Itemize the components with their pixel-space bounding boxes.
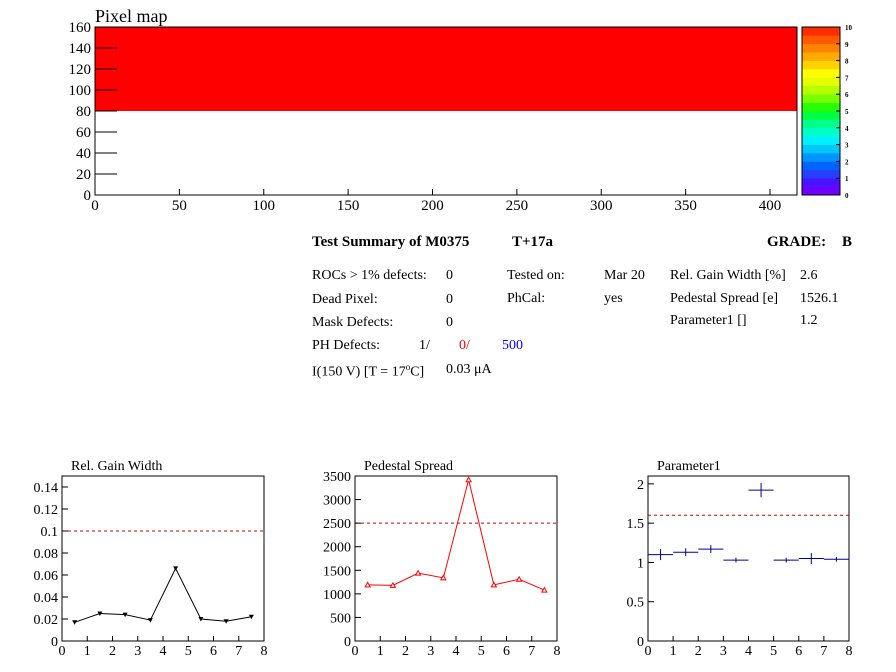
colorbar-cell <box>802 77 840 86</box>
gain-width-x-tick-label: 3 <box>134 644 142 659</box>
pixel-map-x-tick-label: 0 <box>91 198 99 214</box>
mask-defects-label: Mask Defects: <box>312 315 394 330</box>
summary-test: T+17a <box>512 234 554 250</box>
gain-width-point <box>148 618 153 623</box>
gain-width-title: Rel. Gain Width <box>71 459 163 474</box>
gain-width-y-tick-label: 0.02 <box>33 613 58 628</box>
colorbar-tick-label: 7 <box>845 74 849 83</box>
pedestal-spread-label: Pedestal Spread [e] <box>670 291 779 306</box>
pixel-map-x-tick-label: 250 <box>505 198 529 214</box>
current-value: 0.03 μA <box>446 362 492 377</box>
gain-width-x-tick-label: 7 <box>235 644 243 659</box>
dead-pixel-label: Dead Pixel: <box>312 292 378 307</box>
colorbar-tick-label: 1 <box>845 175 849 184</box>
pedestal-spread-point <box>390 583 395 588</box>
parameter1-x-tick-label: 3 <box>719 644 727 659</box>
pedestal-spread-x-tick-label: 5 <box>477 644 485 659</box>
parameter1-y-tick-label: 2 <box>637 477 644 493</box>
summary-title: Test Summary of M0375 <box>312 234 470 250</box>
mask-defects-value: 0 <box>446 315 453 330</box>
grade-label: GRADE: <box>767 234 827 250</box>
colorbar-cell <box>802 161 840 170</box>
gain-width-x-tick-label: 8 <box>260 644 268 659</box>
pedestal-spread-x-tick-label: 2 <box>402 644 409 659</box>
pedestal-spread-x-tick-label: 4 <box>452 644 460 659</box>
dead-pixel-value: 0 <box>446 292 453 307</box>
parameter1-x-tick-label: 5 <box>770 644 778 659</box>
colorbar-cell <box>802 187 840 196</box>
parameter1-x-tick-label: 4 <box>745 644 752 659</box>
gain-width-label: Rel. Gain Width [%] <box>670 268 786 283</box>
pixel-map-x-tick-label: 200 <box>421 198 444 214</box>
gain-width-y-tick-label: 0 <box>51 635 58 650</box>
pedestal-spread-x-tick-label: 8 <box>553 644 561 659</box>
pedestal-spread-y-tick-label: 1000 <box>323 587 351 603</box>
pedestal-spread-x-tick-label: 0 <box>351 644 359 659</box>
pedestal-spread-y-tick-label: 2500 <box>323 517 351 533</box>
gain-width-y-tick-label: 0.14 <box>33 481 58 496</box>
colorbar-cell <box>802 69 840 78</box>
colorbar-cell <box>802 94 840 103</box>
pixel-map-y-tick-label: 120 <box>68 62 91 78</box>
pixel-map-y-tick-label: 0 <box>83 188 91 204</box>
parameter1-title: Parameter1 <box>657 459 721 474</box>
pedestal-spread-y-tick-label: 0 <box>344 635 351 650</box>
gain-width-x-tick-label: 6 <box>210 644 217 659</box>
ph-defects-label: PH Defects: <box>312 338 381 353</box>
pixel-map-y-tick-label: 140 <box>68 41 91 57</box>
gain-width-x-tick-label: 0 <box>58 644 66 659</box>
pedestal-spread-frame <box>355 476 557 641</box>
parameter1-label: Parameter1 [] <box>670 313 747 328</box>
colorbar-cell <box>802 86 840 95</box>
pedestal-spread-point <box>466 477 471 482</box>
pedestal-spread-point <box>365 582 370 587</box>
pedestal-spread-x-tick-label: 3 <box>427 644 435 659</box>
colorbar-cell <box>802 44 840 53</box>
pedestal-spread-x-tick-label: 7 <box>528 644 536 659</box>
rocs-label: ROCs > 1% defects: <box>312 268 427 283</box>
pixel-map-x-tick-label: 50 <box>171 198 187 214</box>
tested-on-value: Mar 20 <box>604 268 645 283</box>
parameter1-x-tick-label: 8 <box>845 644 853 659</box>
pixel-map-y-tick-label: 40 <box>76 146 91 162</box>
parameter1-x-tick-label: 0 <box>644 644 652 659</box>
gain-width-y-tick-label: 0.1 <box>40 525 58 540</box>
pedestal-spread-series-line <box>368 480 545 590</box>
colorbar-cell <box>802 170 840 179</box>
colorbar-cell <box>802 111 840 120</box>
parameter1-x-tick-label: 7 <box>820 644 828 659</box>
colorbar-tick-label: 5 <box>845 108 849 116</box>
colorbar-cell <box>802 153 840 162</box>
pixel-map-filled-region <box>95 27 797 111</box>
parameter1-y-tick-label: 0.5 <box>626 595 644 611</box>
colorbar-tick-label: 3 <box>845 141 849 150</box>
gain-width-point <box>173 566 178 571</box>
colorbar-tick-label: 4 <box>845 124 849 133</box>
colorbar-cell <box>802 128 840 137</box>
colorbar-cell <box>802 61 840 70</box>
pixel-map-y-tick-label: 160 <box>68 20 91 36</box>
gain-width-x-tick-label: 5 <box>184 644 192 659</box>
phcal-label: PhCal: <box>507 291 546 306</box>
pedestal-spread-y-tick-label: 500 <box>330 611 351 627</box>
colorbar-cell <box>802 178 840 187</box>
pedestal-spread-value: 1526.1 <box>800 291 839 306</box>
pedestal-spread-y-tick-label: 1500 <box>323 564 351 580</box>
colorbar-tick-label: 2 <box>845 158 849 167</box>
colorbar-cell <box>802 136 840 145</box>
colorbar-cell <box>802 119 840 128</box>
phcal-value: yes <box>604 291 623 306</box>
rocs-value: 0 <box>446 268 453 283</box>
pixel-map-x-tick-label: 400 <box>758 198 782 214</box>
parameter1-x-tick-label: 6 <box>795 644 803 659</box>
pixel-map-title: Pixel map <box>95 6 168 26</box>
colorbar-tick-label: 8 <box>845 57 849 66</box>
parameter1-x-tick-label: 1 <box>669 644 677 659</box>
pedestal-spread-y-tick-label: 2000 <box>323 540 351 556</box>
pixel-map-y-tick-label: 60 <box>76 125 91 141</box>
pixel-map-y-tick-label: 80 <box>76 104 91 120</box>
gain-width-y-tick-label: 0.04 <box>33 591 58 606</box>
colorbar-tick-label: 6 <box>845 91 849 100</box>
colorbar-tick-label: 9 <box>845 40 849 49</box>
current-label-unit: C] <box>410 364 425 380</box>
gain-width-y-tick-label: 0.08 <box>33 547 58 562</box>
degree-sign: o <box>405 362 411 372</box>
pedestal-spread-point <box>542 588 547 593</box>
pixel-map-y-tick-label: 20 <box>76 167 91 183</box>
pedestal-spread-y-tick-label: 3000 <box>323 493 351 509</box>
tested-on-label: Tested on: <box>507 268 565 283</box>
pedestal-spread-point <box>441 575 446 580</box>
pedestal-spread-x-tick-label: 6 <box>503 644 510 659</box>
parameter1-y-tick-label: 1 <box>637 556 644 572</box>
ph-defects-value-3: 500 <box>502 338 523 353</box>
pedestal-spread-title: Pedestal Spread <box>364 459 454 474</box>
colorbar-tick-label: 10 <box>845 24 852 32</box>
gain-width-value: 2.6 <box>800 268 818 283</box>
pixel-map-x-tick-label: 350 <box>674 198 697 214</box>
pedestal-spread-x-tick-label: 1 <box>376 644 384 659</box>
colorbar-cell <box>802 52 840 61</box>
gain-width-x-tick-label: 1 <box>83 644 91 659</box>
colorbar-cell <box>802 103 840 112</box>
pixel-map-x-tick-label: 150 <box>336 198 360 214</box>
gain-width-x-tick-label: 2 <box>109 644 116 659</box>
ph-defects-value-2: 0/ <box>459 338 470 353</box>
pixel-map-y-tick-label: 100 <box>68 83 91 99</box>
gain-width-y-tick-label: 0.12 <box>33 503 58 518</box>
colorbar-cell <box>802 27 840 36</box>
gain-width-x-tick-label: 4 <box>159 644 167 659</box>
pedestal-spread-point <box>517 577 522 582</box>
parameter1-y-tick-label: 0 <box>637 635 644 650</box>
pedestal-spread-y-tick-label: 3500 <box>323 470 351 485</box>
colorbar-cell <box>802 35 840 44</box>
ph-defects-value-1: 1/ <box>419 338 430 353</box>
pixel-map-x-tick-label: 300 <box>590 198 613 214</box>
colorbar-tick-label: 0 <box>845 192 849 200</box>
colorbar-cell <box>802 145 840 154</box>
parameter1-value: 1.2 <box>800 313 818 328</box>
parameter1-x-tick-label: 2 <box>694 644 702 659</box>
gain-width-y-tick-label: 0.06 <box>33 569 58 584</box>
grade-value: B <box>842 234 853 250</box>
pedestal-spread-point <box>491 582 496 587</box>
gain-width-series-line <box>75 568 252 622</box>
gain-width-point <box>72 620 77 625</box>
pedestal-spread-point <box>416 571 421 576</box>
pixel-map-x-tick-label: 100 <box>252 198 275 214</box>
current-label-text: I(150 V) [T = 17 <box>312 364 406 380</box>
parameter1-y-tick-label: 1.5 <box>626 517 644 533</box>
